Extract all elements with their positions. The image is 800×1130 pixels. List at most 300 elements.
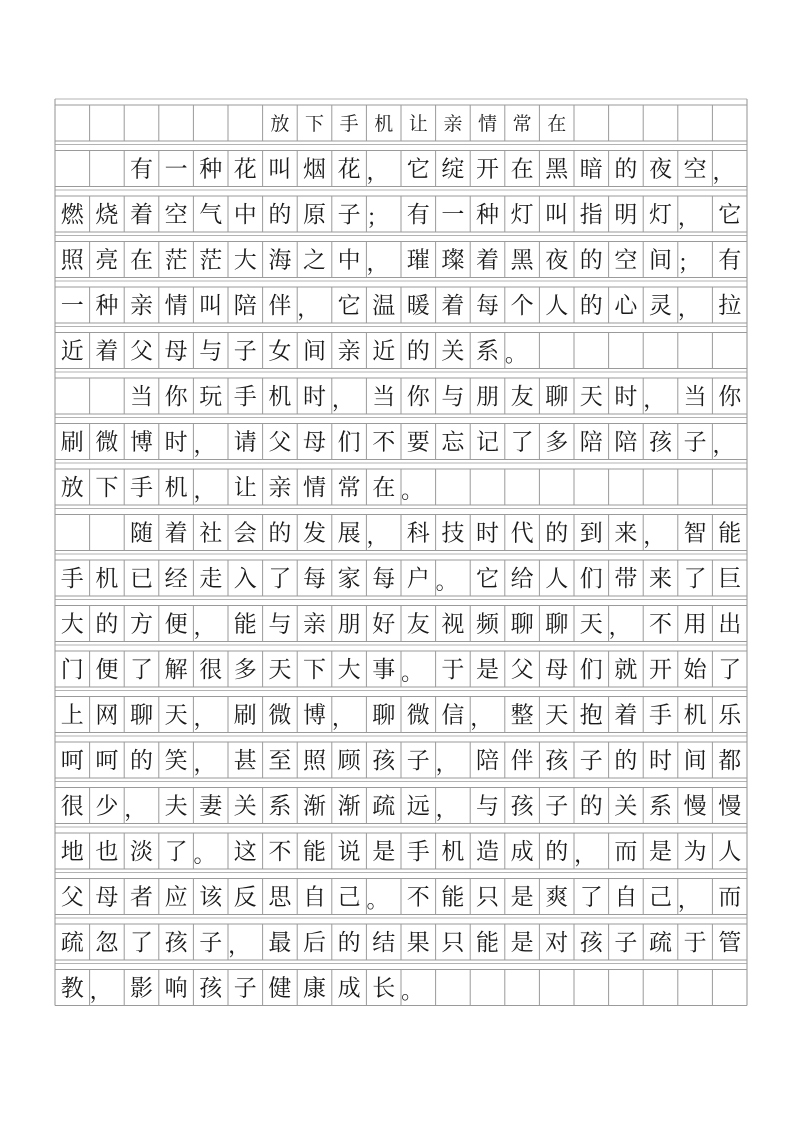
essay-character: 说 [337, 839, 361, 865]
essay-character: 它 [406, 156, 430, 183]
essay-character: 最 [268, 930, 292, 956]
essay-character: 子 [683, 429, 707, 456]
essay-character: ， [297, 296, 320, 322]
essay-character: 能 [476, 930, 499, 956]
essay-character: 的 [95, 611, 119, 638]
essay-character: 入 [233, 566, 257, 592]
essay-character: 女 [268, 338, 292, 365]
essay-character: 开 [476, 156, 499, 183]
essay-character: 母 [545, 657, 569, 683]
essay-character: 聊 [545, 611, 569, 638]
essay-character: 的 [579, 793, 603, 820]
essay-character: 是 [510, 884, 534, 911]
essay-character: 拉 [718, 293, 742, 319]
essay-character: 着 [95, 338, 119, 365]
essay-character: 反 [233, 884, 257, 911]
essay-character: 它 [718, 202, 742, 228]
essay-character: 而 [614, 839, 638, 865]
essay-character: 当 [130, 384, 153, 410]
essay-character: 子 [545, 793, 569, 820]
essay-character: 请 [233, 429, 257, 456]
essay-character: 了 [268, 566, 292, 592]
essay-character: 灯 [649, 202, 672, 228]
title-character: 下 [304, 113, 325, 135]
essay-character: 与 [476, 793, 499, 820]
essay-character: 陪 [579, 429, 603, 456]
essay-character: 孩 [579, 930, 603, 956]
essay-character: 子 [233, 338, 257, 365]
essay-character: 该 [199, 884, 223, 911]
essay-character: 忘 [441, 429, 465, 456]
essay-character: 指 [579, 202, 603, 228]
essay-character: 家 [337, 566, 361, 592]
essay-character: 户 [406, 566, 430, 592]
essay-character: 管 [718, 930, 742, 956]
essay-character: 只 [441, 930, 465, 956]
essay-character: 也 [95, 839, 119, 865]
essay-character: 母 [164, 338, 188, 365]
essay-character: ， [331, 706, 354, 732]
essay-character: 一 [60, 293, 84, 319]
essay-character: 博 [130, 429, 153, 456]
essay-character: 天 [545, 702, 569, 729]
essay-character: 手 [60, 566, 84, 592]
essay-character: 亲 [303, 611, 326, 638]
essay-character: 母 [303, 429, 326, 456]
essay-character: 后 [303, 930, 326, 956]
essay-character: 了 [579, 884, 603, 911]
essay-character: 情 [303, 475, 326, 501]
essay-character: 于 [441, 657, 465, 683]
essay-character: 当 [372, 384, 396, 410]
essay-character: ， [435, 797, 458, 823]
essay-character: ； [677, 251, 700, 277]
essay-character: 自 [303, 884, 326, 911]
essay-character: 们 [579, 566, 603, 592]
essay-character: ； [366, 205, 389, 231]
essay-character: 大 [60, 611, 84, 638]
essay-character: 夫 [164, 793, 188, 820]
essay-character: 心 [614, 293, 638, 319]
essay-character: ， [712, 433, 735, 459]
essay-character: 陪 [476, 748, 499, 774]
essay-character: 人 [718, 839, 742, 865]
essay-character: 陪 [233, 293, 257, 319]
essay-character: 璀 [406, 247, 430, 274]
essay-character: ， [574, 842, 597, 868]
essay-character: 多 [233, 657, 257, 683]
essay-character: 忽 [95, 930, 119, 956]
essay-character: 对 [545, 930, 569, 956]
essay-character: 天 [268, 657, 292, 683]
essay-character: 放 [60, 475, 84, 501]
title-character: 手 [339, 113, 359, 135]
essay-character: 解 [164, 657, 188, 683]
essay-character: 灵 [649, 293, 672, 319]
essay-character: 了 [130, 657, 153, 683]
essay-character: 亲 [130, 293, 153, 319]
essay-character: ， [193, 478, 216, 504]
essay-character: 天 [164, 702, 188, 729]
essay-character: 开 [649, 657, 672, 683]
essay-character: 花 [233, 156, 257, 183]
essay-character: 的 [337, 930, 361, 956]
essay-character: 着 [164, 520, 188, 547]
essay-character: ， [712, 160, 735, 186]
essay-character: ， [366, 251, 389, 277]
essay-character: 燃 [60, 202, 84, 228]
essay-character: 用 [683, 611, 707, 638]
essay-character: 到 [579, 520, 603, 547]
essay-character: 了 [718, 657, 742, 683]
essay-character: 黑 [510, 247, 534, 274]
essay-character: 孩 [199, 975, 223, 1002]
essay-character: 手 [130, 475, 153, 501]
essay-character: 机 [441, 839, 465, 865]
essay-character: 时 [303, 384, 326, 410]
essay-character: 来 [614, 520, 638, 547]
essay-character: 便 [164, 611, 188, 638]
essay-character: 在 [372, 475, 396, 501]
essay-character: 于 [683, 930, 707, 956]
essay-character: 着 [441, 293, 465, 319]
essay-character: 门 [60, 657, 84, 683]
essay-character: 不 [372, 429, 396, 456]
essay-character: 玩 [199, 384, 223, 410]
essay-character: 乐 [718, 702, 742, 729]
essay-character: 温 [372, 293, 396, 319]
essay-character: 着 [130, 202, 153, 228]
essay-character: 暖 [406, 293, 430, 319]
essay-character: 手 [406, 839, 430, 865]
essay-character: 呵 [95, 748, 119, 774]
essay-character: 而 [718, 884, 742, 911]
essay-character: 子 [406, 748, 430, 774]
essay-character: 博 [303, 702, 326, 729]
essay-character: 亲 [268, 475, 292, 501]
essay-character: 的 [130, 748, 153, 774]
essay-character: 聊 [510, 611, 534, 638]
essay-character: 是 [510, 930, 534, 956]
essay-character: 父 [60, 884, 84, 911]
essay-character: 慢 [683, 793, 707, 820]
essay-character: ， [643, 524, 666, 550]
essay-character: 不 [268, 839, 292, 865]
essay-character: 微 [268, 702, 292, 729]
essay-character: 机 [683, 702, 707, 729]
essay-character: 关 [614, 793, 638, 820]
essay-character: 的 [545, 839, 569, 865]
essay-character: 有 [718, 247, 742, 274]
essay-character: 下 [95, 475, 119, 501]
essay-character: 疏 [60, 930, 84, 956]
essay-character: 上 [60, 702, 84, 729]
essay-character: 机 [164, 475, 188, 501]
essay-character: 的 [545, 520, 569, 547]
essay-character: 友 [406, 611, 430, 638]
essay-character: 们 [579, 657, 603, 683]
essay-character: 的 [268, 520, 292, 547]
essay-character: 来 [649, 566, 672, 592]
essay-character: 疏 [649, 930, 672, 956]
essay-character: 与 [199, 338, 223, 365]
essay-character: 时 [614, 384, 638, 410]
essay-character: 父 [268, 429, 292, 456]
essay-character: 代 [510, 520, 534, 547]
essay-character: 不 [406, 884, 430, 911]
essay-character: 每 [303, 566, 326, 592]
essay-character: 叫 [199, 293, 223, 319]
essay-character: 明 [614, 202, 638, 228]
essay-character: 的 [406, 338, 430, 365]
essay-character: 子 [337, 202, 361, 228]
essay-character: 空 [683, 156, 707, 183]
essay-character: 一 [164, 156, 188, 183]
essay-character: 是 [476, 657, 499, 683]
essay-character: 子 [199, 930, 223, 956]
essay-character: 微 [95, 429, 119, 456]
essay-character: 经 [164, 566, 188, 592]
essay-character: 记 [476, 429, 499, 456]
essay-character: 暗 [579, 156, 603, 183]
essay-character: 系 [476, 338, 499, 365]
essay-character: 至 [268, 748, 292, 774]
essay-character: 长 [372, 975, 396, 1002]
essay-character: 夜 [649, 156, 672, 183]
essay-character: 一 [441, 202, 465, 228]
essay-character: 给 [510, 566, 534, 592]
essay-character: 少 [95, 793, 119, 820]
essay-character: 妻 [199, 793, 223, 820]
essay-character: 它 [476, 566, 499, 592]
essay-character: 思 [268, 884, 292, 911]
essay-character: ， [193, 615, 216, 641]
essay-character: 机 [95, 566, 119, 592]
essay-character: 科 [406, 520, 430, 547]
essay-character: ， [193, 751, 216, 777]
essay-character: 聊 [130, 702, 153, 729]
essay-character: ， [677, 296, 700, 322]
essay-character: 刷 [60, 429, 84, 456]
essay-character: 己 [649, 884, 672, 911]
essay-character: 了 [683, 566, 707, 592]
essay-character: 你 [406, 384, 430, 410]
essay-character: 个 [510, 293, 534, 319]
essay-character: 母 [95, 884, 119, 911]
essay-character: 果 [406, 930, 430, 956]
essay-character: 中 [233, 202, 257, 228]
essay-character: 烟 [303, 156, 326, 183]
essay-character: 事 [372, 657, 396, 683]
essay-character: 的 [579, 247, 603, 274]
essay-character: 聊 [372, 702, 396, 729]
essay-character: 着 [614, 702, 638, 729]
essay-character: ， [677, 888, 700, 914]
essay-character: 孩 [649, 429, 672, 456]
essay-character: 都 [718, 748, 742, 774]
essay-character: 者 [130, 884, 153, 911]
essay-character: 能 [441, 884, 465, 911]
essay-character: 疏 [372, 793, 396, 820]
essay-character: 种 [476, 202, 499, 228]
essay-character: 近 [60, 338, 84, 365]
essay-character: 当 [683, 384, 707, 410]
essay-character: 的 [268, 202, 292, 228]
essay-character: 方 [130, 611, 153, 638]
essay-character: 己 [337, 884, 361, 911]
essay-character: 子 [614, 930, 638, 956]
essay-character: 下 [303, 657, 326, 683]
essay-character: 照 [60, 247, 84, 274]
essay-character: 夜 [545, 247, 569, 274]
essay-character: 有 [406, 202, 430, 228]
essay-character: 。 [401, 478, 424, 504]
essay-character: 茫 [199, 247, 223, 274]
essay-character: 便 [95, 657, 119, 683]
essay-character: 伴 [268, 293, 292, 319]
essay-character: 它 [337, 293, 361, 319]
title-character: 放 [270, 113, 290, 135]
essay-character: ， [331, 387, 354, 413]
essay-character: 。 [504, 342, 527, 368]
essay-character: 康 [303, 975, 326, 1002]
essay-character: 响 [164, 975, 188, 1002]
essay-character: 孩 [545, 748, 569, 774]
essay-character: 技 [441, 520, 465, 547]
essay-character: 大 [337, 657, 361, 683]
essay-character: 人 [545, 293, 569, 319]
essay-character: 顾 [337, 748, 361, 774]
essay-character: 能 [303, 839, 326, 865]
essay-character: ， [366, 524, 389, 550]
essay-character: 常 [337, 475, 361, 501]
essay-character: 与 [441, 384, 465, 410]
essay-character: 父 [130, 338, 153, 365]
essay-character: 在 [510, 156, 534, 183]
essay-character: 是 [649, 839, 672, 865]
essay-character: 叫 [545, 202, 569, 228]
title-character: 让 [408, 113, 428, 135]
essay-character: 天 [579, 384, 603, 410]
essay-character: 中 [337, 247, 361, 274]
essay-character: 抱 [579, 702, 603, 729]
essay-character: ， [228, 933, 251, 959]
essay-character: 好 [372, 611, 396, 638]
essay-character: 有 [130, 156, 153, 183]
essay-character: ， [643, 387, 666, 413]
essay-character: 子 [579, 748, 603, 774]
essay-character: 能 [233, 611, 257, 638]
essay-character: 着 [476, 247, 499, 274]
essay-character: 能 [718, 520, 742, 547]
essay-character: 随 [130, 520, 153, 547]
title-character: 常 [512, 113, 532, 135]
essay-character: 甚 [233, 748, 257, 774]
essay-character: 影 [130, 975, 153, 1002]
essay-character: 手 [233, 384, 257, 410]
essay-character: 在 [130, 247, 153, 274]
title-character: 亲 [443, 113, 463, 135]
essay-character: 是 [372, 839, 396, 865]
title-character: 机 [374, 113, 394, 135]
essay-character: 应 [164, 884, 188, 911]
essay-character: 朋 [476, 384, 499, 410]
essay-character: 了 [510, 429, 534, 456]
essay-character: 朋 [337, 611, 361, 638]
essay-character: 你 [164, 384, 188, 410]
essay-character: 社 [199, 520, 223, 547]
essay-character: 友 [510, 384, 534, 410]
essay-character: 不 [649, 611, 672, 638]
essay-character: 渐 [303, 793, 326, 820]
essay-character: 成 [510, 839, 534, 865]
essay-character: 刷 [233, 702, 257, 729]
essay-character: 慢 [718, 793, 742, 820]
essay-character: 微 [406, 702, 430, 729]
essay-character: 远 [406, 793, 430, 820]
essay-character: 黑 [545, 156, 569, 183]
essay-character: 人 [545, 566, 569, 592]
essay-character: 呵 [60, 748, 84, 774]
essay-character: 就 [614, 657, 638, 683]
essay-character: 照 [303, 748, 326, 774]
essay-character: 种 [95, 293, 119, 319]
essay-character: 子 [233, 975, 257, 1002]
essay-character: 了 [130, 930, 153, 956]
essay-character: 关 [441, 338, 465, 365]
essay-character: 让 [233, 475, 257, 501]
essay-character: 种 [199, 156, 223, 183]
essay-character: 们 [337, 429, 361, 456]
essay-character: 你 [718, 384, 742, 410]
essay-character: 始 [683, 657, 707, 683]
essay-character: 系 [268, 793, 292, 820]
essay-character: 。 [435, 569, 458, 595]
essay-character: ， [677, 205, 700, 231]
essay-character: 间 [683, 748, 707, 774]
essay-character: 淡 [130, 839, 153, 865]
essay-character: ， [193, 433, 216, 459]
title-character: 在 [547, 113, 567, 135]
essay-character: 走 [199, 566, 223, 592]
essay-character: 之 [303, 247, 326, 274]
essay-character: 整 [510, 702, 534, 729]
essay-character: 。 [193, 842, 216, 868]
essay-character: 时 [476, 520, 499, 547]
essay-character: ， [89, 979, 112, 1005]
essay-character: 视 [441, 611, 465, 638]
essay-character: 渐 [337, 793, 361, 820]
essay-character: 这 [233, 839, 257, 865]
essay-character: 发 [303, 520, 326, 547]
essay-character: 系 [649, 793, 672, 820]
essay-character: 造 [476, 839, 499, 865]
essay-character: 关 [233, 793, 257, 820]
essay-character: 父 [510, 657, 534, 683]
essay-character: 。 [401, 660, 424, 686]
essay-character: 信 [441, 702, 465, 729]
essay-character: 自 [614, 884, 638, 911]
essay-character: 频 [476, 611, 499, 638]
essay-character: 聊 [545, 384, 569, 410]
essay-character: 原 [303, 202, 326, 228]
essay-character: 气 [199, 202, 223, 228]
essay-character: ， [435, 751, 458, 777]
essay-character: 很 [60, 793, 84, 820]
essay-character: 已 [130, 566, 153, 592]
essay-character: ， [366, 160, 389, 186]
essay-character: ， [193, 706, 216, 732]
